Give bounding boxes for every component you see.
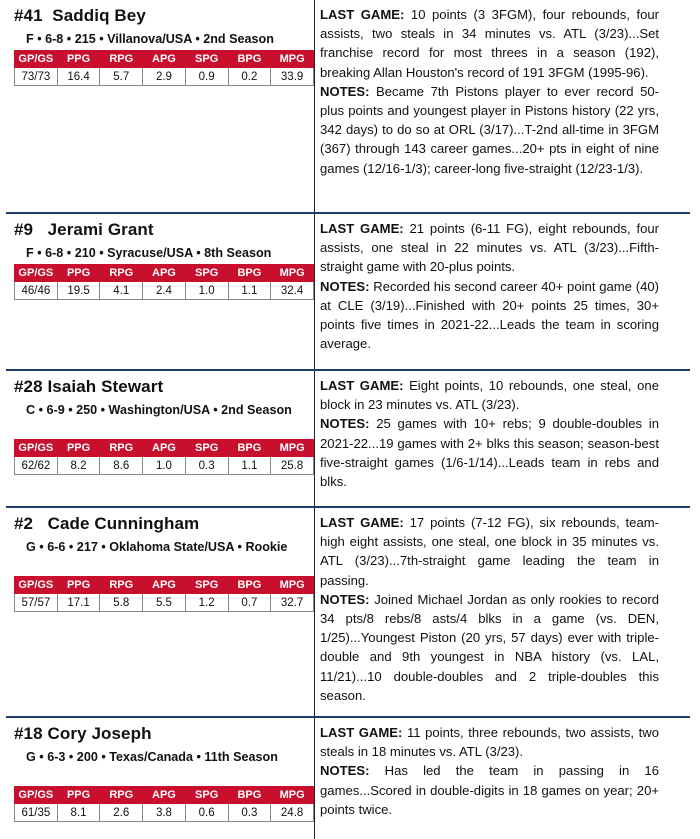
player-info	[6, 0, 315, 212]
stat-header: PPG	[57, 440, 100, 457]
stats-header-row	[15, 265, 314, 282]
stat-header: SPG	[185, 265, 228, 282]
stat-header: GP/GS	[15, 577, 58, 594]
notes-paragraph	[320, 761, 659, 819]
notes-text: Joined Michael Jordan as only rookies to record 34 pts/8 rebs/8 asts/4 blks in a game (vs. DEN, 1/25)...Youngest Piston (20 yrs, 57 days) ever with triple-double and 9th youngest in NBA history (vs. LAL, 11/21)...10 double-doubles and 2 triple-doubles this season.	[320, 591, 660, 703]
stat-header: MPG	[271, 577, 314, 594]
stat-header: SPG	[185, 787, 228, 804]
stat-value: 3.8	[143, 804, 186, 822]
player-notes	[320, 723, 659, 819]
player-bio: C • 6-9 • 250 • Washington/USA • 2nd Season	[26, 403, 292, 417]
stat-header: MPG	[271, 265, 314, 282]
stat-header: APG	[143, 51, 186, 68]
stat-value: 0.2	[228, 68, 271, 86]
player-row	[6, 214, 690, 371]
stats-value-row	[15, 804, 314, 822]
notes-paragraph	[320, 277, 659, 354]
stats-table	[14, 50, 314, 86]
player-info	[6, 214, 315, 369]
stat-header: SPG	[185, 51, 228, 68]
stat-header: BPG	[228, 265, 271, 282]
stats-header-row	[15, 51, 314, 68]
stat-value: 46/46	[15, 282, 58, 300]
last-game-text: 11 points, three rebounds, two assists, two steals in 18 minutes vs. ATL (3/23).	[320, 725, 659, 760]
stat-value: 32.4	[271, 282, 314, 300]
player-name: #28 Isaiah Stewart	[14, 377, 164, 396]
stat-value: 57/57	[15, 594, 58, 612]
player-row	[6, 508, 690, 718]
stat-value: 16.4	[57, 68, 100, 86]
last-game-paragraph	[320, 513, 659, 590]
stat-header: BPG	[228, 787, 271, 804]
stats-header-row	[15, 787, 314, 804]
stat-header: APG	[143, 577, 186, 594]
stat-value: 0.3	[185, 457, 228, 475]
stat-value: 32.7	[271, 594, 314, 612]
notes-label: NOTES:	[320, 83, 370, 99]
stat-header: RPG	[100, 265, 143, 282]
stat-header: RPG	[100, 51, 143, 68]
notes-label: NOTES:	[320, 416, 370, 432]
stat-header: PPG	[57, 787, 100, 804]
stats-table	[14, 786, 314, 822]
last-game-paragraph	[320, 5, 659, 82]
stat-value: 5.7	[100, 68, 143, 86]
player-row	[6, 718, 690, 839]
player-info	[6, 718, 315, 839]
last-game-text: 10 points (3 3FGM), four rebounds, four assists, two steals in 34 minutes vs. ATL (3/23)...Set franchise record for most threes in a season (192), breaking Allan Houston's record of 191 3FGM (1995-96).	[320, 7, 660, 80]
stat-header: BPG	[228, 440, 271, 457]
stats-value-row	[15, 68, 314, 86]
stat-value: 0.9	[185, 68, 228, 86]
last-game-paragraph	[320, 219, 659, 277]
last-game-label: LAST GAME:	[320, 378, 404, 393]
stat-value: 5.8	[100, 594, 143, 612]
stat-header: PPG	[57, 265, 100, 282]
stat-header: MPG	[271, 440, 314, 457]
stat-header: BPG	[228, 51, 271, 68]
player-info	[6, 371, 315, 506]
stat-header: GP/GS	[15, 787, 58, 804]
player-notes	[320, 376, 659, 491]
stat-value: 24.8	[271, 804, 314, 822]
last-game-text: Eight points, 10 rebounds, one steal, one block in 23 minutes vs. ATL (3/23).	[320, 378, 660, 413]
player-name: #9 Jerami Grant	[14, 220, 154, 239]
notes-label: NOTES:	[320, 763, 370, 779]
last-game-paragraph	[320, 376, 659, 414]
notes-text: Has led the team in passing in 16 games...Scored in double-digits in 18 games on year; 20+ points twice.	[320, 763, 659, 817]
stat-header: RPG	[100, 787, 143, 804]
stats-value-row	[15, 457, 314, 475]
stats-header-row	[15, 577, 314, 594]
stats-value-row	[15, 594, 314, 612]
stat-header: GP/GS	[15, 265, 58, 282]
stat-header: BPG	[228, 577, 271, 594]
stat-value: 61/35	[15, 804, 58, 822]
last-game-label: LAST GAME:	[320, 7, 405, 22]
notes-label: NOTES:	[320, 278, 370, 294]
stat-value: 1.2	[185, 594, 228, 612]
stat-value: 2.9	[143, 68, 186, 86]
notes-paragraph	[320, 590, 659, 705]
stat-value: 5.5	[143, 594, 186, 612]
stat-header: APG	[143, 440, 186, 457]
stats-table	[14, 264, 314, 300]
stat-header: RPG	[100, 577, 143, 594]
last-game-text: 17 points (7-12 FG), six rebounds, team-high eight assists, one steal, one block in 35 minutes vs. ATL (3/23)...7th-straight game leading the team in passing.	[320, 515, 660, 588]
stat-value: 0.3	[228, 804, 271, 822]
stat-header: APG	[143, 787, 186, 804]
stat-header: GP/GS	[15, 440, 58, 457]
stat-header: PPG	[57, 51, 100, 68]
player-notes	[320, 219, 659, 353]
stat-header: RPG	[100, 440, 143, 457]
stat-value: 1.0	[185, 282, 228, 300]
player-name: #2 Cade Cunningham	[14, 514, 200, 533]
notes-text: 25 games with 10+ rebs; 9 double-doubles in 2021-22...19 games with 2+ blks this season; season-best five-straight games (1/6-1/14)...Leads team in rebs and blks.	[320, 416, 659, 490]
stat-value: 1.0	[143, 457, 186, 475]
stat-value: 4.1	[100, 282, 143, 300]
stat-header: GP/GS	[15, 51, 58, 68]
notes-paragraph	[320, 414, 659, 491]
stat-value: 0.7	[228, 594, 271, 612]
player-name: #41 Saddiq Bey	[14, 6, 146, 25]
player-notes	[320, 5, 659, 178]
stats-table	[14, 576, 314, 612]
stat-value: 2.4	[143, 282, 186, 300]
last-game-label: LAST GAME:	[320, 221, 404, 236]
last-game-label: LAST GAME:	[320, 725, 403, 740]
stat-value: 19.5	[57, 282, 100, 300]
stat-value: 0.6	[185, 804, 228, 822]
player-row	[6, 0, 690, 214]
stat-header: PPG	[57, 577, 100, 594]
notes-paragraph	[320, 82, 659, 178]
stat-header: MPG	[271, 787, 314, 804]
stats-value-row	[15, 282, 314, 300]
stat-value: 1.1	[228, 282, 271, 300]
stat-value: 1.1	[228, 457, 271, 475]
last-game-text: 21 points (6-11 FG), eight rebounds, four assists, one steal in 22 minutes vs. ATL (3/23)...Fifth-straight game with 20-plus points.	[320, 221, 660, 275]
stat-header: APG	[143, 265, 186, 282]
stat-value: 62/62	[15, 457, 58, 475]
stats-table	[14, 439, 314, 475]
stat-value: 8.1	[57, 804, 100, 822]
notes-label: NOTES:	[320, 591, 370, 607]
player-info	[6, 508, 315, 716]
stat-value: 8.2	[57, 457, 100, 475]
stat-value: 33.9	[271, 68, 314, 86]
player-bio: F • 6-8 • 210 • Syracuse/USA • 8th Season	[26, 246, 272, 260]
notes-text: Recorded his second career 40+ point game (40) at CLE (3/19)...Finished with 20+ points 25 times, 30+ points five times in 2021-22...Leads the team in scoring average.	[320, 278, 659, 352]
notes-text: Became 7th Pistons player to ever record 50-plus points and youngest player in Pistons history (22 yrs, 342 days) to do so at ORL (3/17)...T-2nd all-time in 3FGM (367) through 143 career games...20+ pts in eight of nine games (12/16-1/3); career-long five-straight (12/23-1/3).	[320, 83, 660, 176]
stat-value: 17.1	[57, 594, 100, 612]
last-game-paragraph	[320, 723, 659, 761]
player-row	[6, 371, 690, 508]
stat-value: 73/73	[15, 68, 58, 86]
player-notes	[320, 513, 659, 705]
player-name: #18 Cory Joseph	[14, 724, 152, 743]
stat-header: SPG	[185, 577, 228, 594]
stat-header: SPG	[185, 440, 228, 457]
stat-value: 25.8	[271, 457, 314, 475]
stat-header: MPG	[271, 51, 314, 68]
stat-value: 8.6	[100, 457, 143, 475]
player-bio: G • 6-3 • 200 • Texas/Canada • 11th Season	[26, 750, 278, 764]
stat-value: 2.6	[100, 804, 143, 822]
player-bio: G • 6-6 • 217 • Oklahoma State/USA • Rookie	[26, 540, 288, 554]
stats-header-row	[15, 440, 314, 457]
last-game-label: LAST GAME:	[320, 515, 404, 530]
player-bio: F • 6-8 • 215 • Villanova/USA • 2nd Season	[26, 32, 274, 46]
